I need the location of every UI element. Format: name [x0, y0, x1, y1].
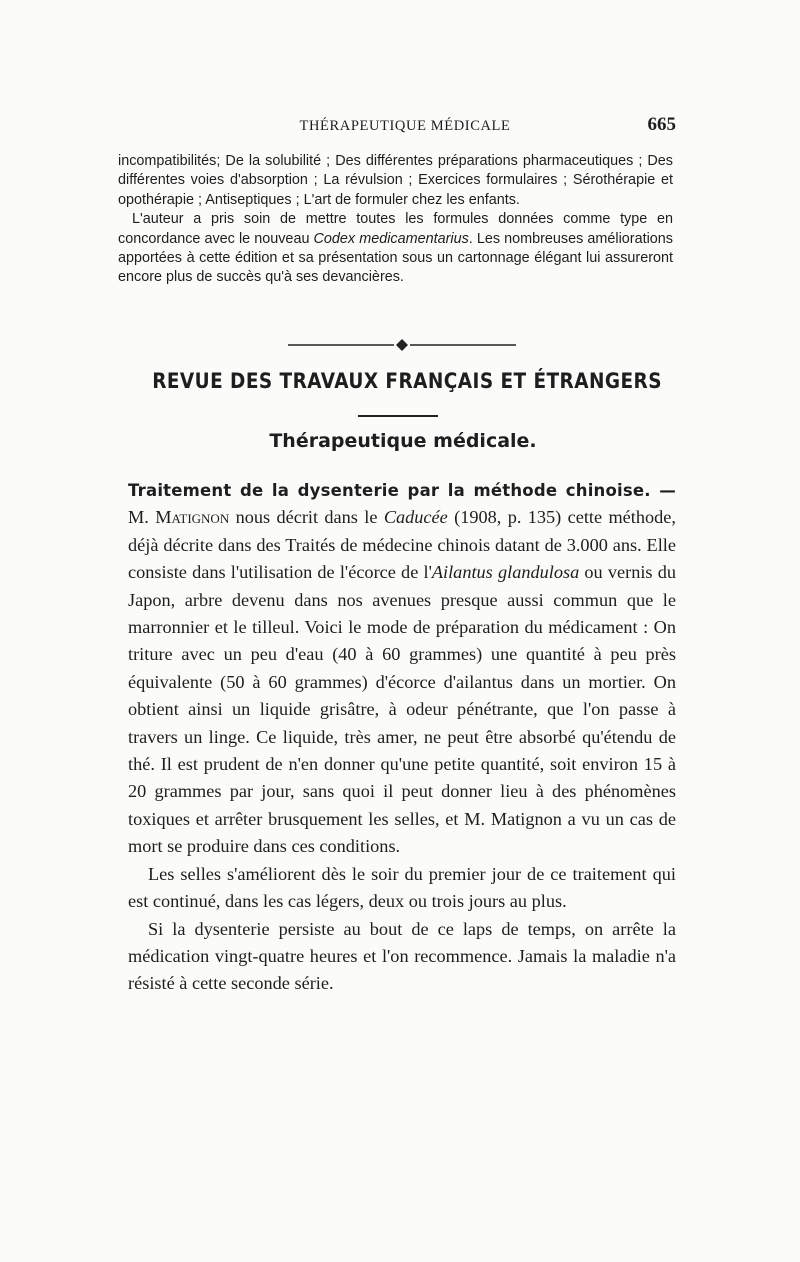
article-p1-c: ou vernis du Japon, arbre devenu dans nos avenues presque aussi commun que le marronnier et le tilleul. Voici le mode de préparation du médicament : On triture avec un peu d'eau (40 à 60 grammes) une quantité à peu près équivalente (50 à 60 grammes) d'écorce d'ailantus dans un mortier. On obtient ainsi un liquide grisâtre, à odeur pénétrante, que l'on passe à travers un linge. Ce liquide, très amer, ne peut être absorbé qu'étendu de thé. Il est prudent de n'en donner qu'une petite quantité, soit environ 15 à 20 grammes par jour, sans quoi il peut donner lieu à des phénomènes toxiques et arrêter brusquement les selles, et M. Matignon a vu un cas de mort se produire dans ces conditions. — [128, 562, 676, 857]
article-p1-a: nous décrit dans le — [229, 507, 384, 528]
intro-p2-start: L'auteur a pris soin de mettre toutes les formules données comme type en concordance avec le nouveau — [118, 211, 673, 247]
intro-paragraph-2 — [118, 210, 673, 288]
author-prefix: M. — [128, 507, 156, 528]
intro-p2-end: . Les nombreuses améliorations apportées à cette édition et sa présentation sous un cartonnage élégant lui assureront encore plus de succès qu'à ses devancières. — [118, 230, 673, 286]
article-p1-b: (1908, p. 135) cette méthode, déjà décrite dans des Traités de médecine chinois datant de 3.000 ans. Elle consiste dans l'utilisation de l'écorce de l' — [128, 507, 676, 583]
article-title: Traitement de la dysenterie par la méthode chinoise. — — [128, 481, 676, 500]
article-paragraph-1 — [128, 477, 676, 861]
journal-name: Caducée — [383, 507, 448, 528]
article-body — [128, 477, 676, 998]
running-title: THÉRAPEUTIQUE MÉDICALE — [299, 118, 511, 134]
subsection-title: Thérapeutique médicale. — [269, 430, 537, 452]
species-name: Ailantus glandulosa — [431, 562, 580, 583]
section-rule — [358, 415, 438, 417]
page-number: 665 — [647, 114, 676, 135]
author-name: Matignon — [155, 507, 230, 528]
article-paragraph-3: Si la dysenterie persiste au bout de ce laps de temps, on arrête la médication vingt-quatre heures et l'on recommence. Jamais la maladie n'a résisté à cette seconde série. — [128, 918, 676, 994]
page-header — [130, 114, 680, 140]
intro-paragraph-1: incompatibilités; De la solubilité ; Des différentes préparations pharmaceutiques ; Des différentes voies d'absorption ; La révulsion ; Exercices formulaires ; Sérothérapie et opothérapie ; Antiseptiques ; L'art de formuler chez les enfants. — [118, 153, 673, 208]
ornament-divider — [288, 339, 516, 351]
intro-text — [118, 152, 673, 288]
codex-title: Codex medicamentarius — [313, 230, 469, 247]
section-title: REVUE DES TRAVAUX FRANÇAIS ET ÉTRANGERS — [152, 369, 662, 393]
article-paragraph-2: Les selles s'améliorent dès le soir du premier jour de ce traitement qui est continué, dans les cas légers, deux ou trois jours au plus. — [128, 863, 676, 912]
